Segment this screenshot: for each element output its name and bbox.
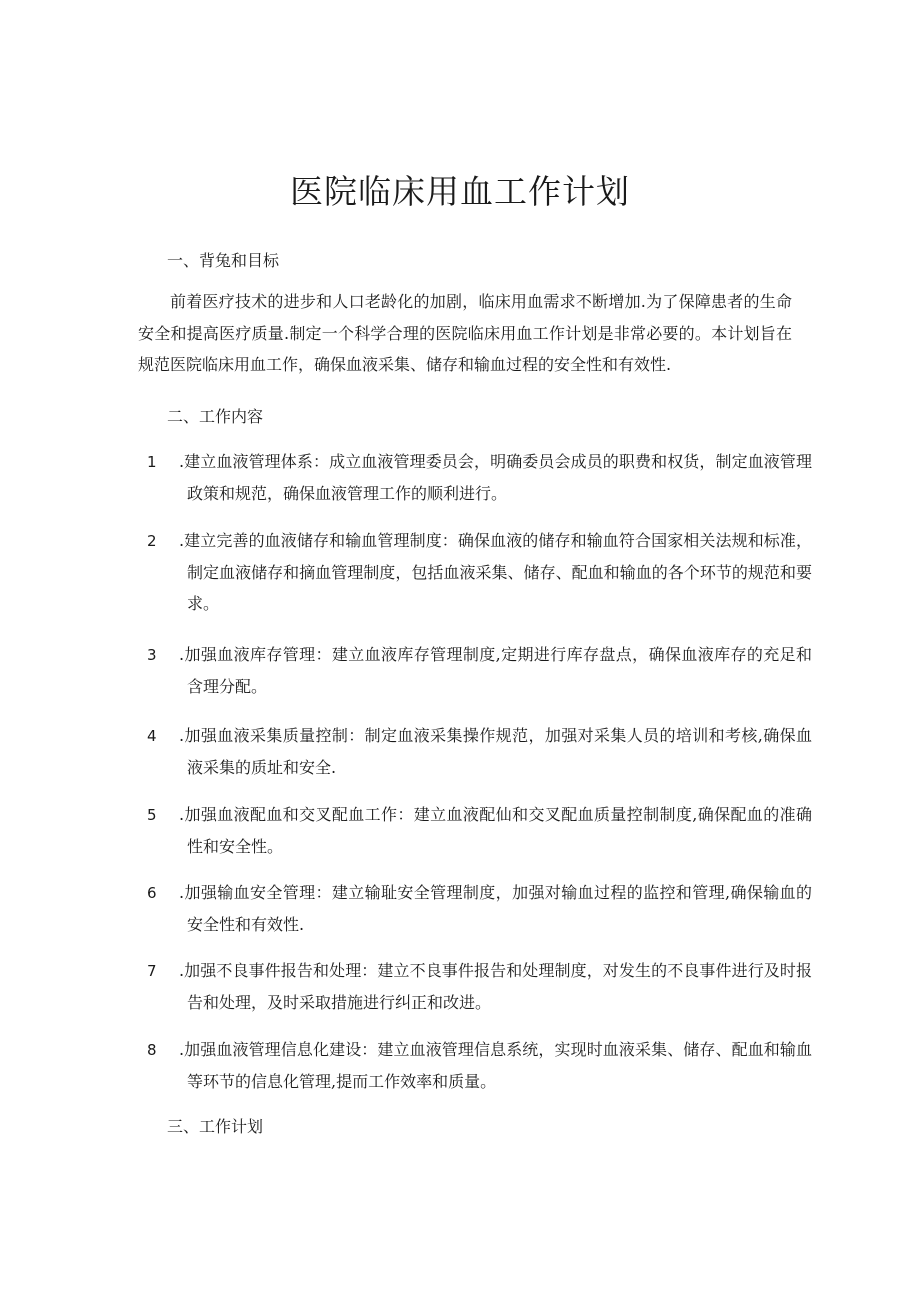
page-title: 医院临床用血工作计划 bbox=[290, 172, 630, 211]
list-item-text: .建立完善的血液储存和输血管理制度：确保血液的储存和输血符合国家相关法规和标准，制定血液储存和摘血管理制度，包括血液采集、储存、配血和输血的各个环节的规范和要求。 bbox=[179, 531, 812, 613]
list-item bbox=[147, 639, 812, 702]
list-item-text: .加强血液库存管理：建立血液库存管理制度,定期进行库存盘点，确保血液库存的充足和含理分配。 bbox=[179, 645, 812, 696]
list-item bbox=[147, 1034, 812, 1097]
list-item bbox=[147, 446, 812, 509]
list-item-number: 7 bbox=[147, 962, 157, 980]
list-item-text: .加强不良事件报告和处理：建立不良事件报告和处理制度，对发生的不良事件进行及时报告和处理，及时采取措施进行纠正和改进。 bbox=[179, 961, 812, 1012]
list-item-number: 8 bbox=[147, 1041, 157, 1059]
list-item-number: 6 bbox=[147, 884, 157, 902]
list-item-text: .加强血液采集质量控制：制定血液采集操作规范，加强对采集人员的培训和考核,确保血液采集的质址和安全. bbox=[179, 726, 812, 777]
section-heading-work-plan: 三、工作计划 bbox=[167, 1117, 264, 1136]
list-item-number: 5 bbox=[147, 806, 157, 824]
list-item bbox=[147, 877, 812, 940]
list-item-number: 3 bbox=[147, 646, 157, 664]
list-item bbox=[147, 720, 812, 783]
list-item bbox=[147, 799, 812, 862]
section-heading-background: 一、背兔和目标 bbox=[167, 251, 280, 270]
list-item-text: .加强血液配血和交叉配血工作：建立血液配仙和交叉配血质量控制制度,确保配血的准确性和安全性。 bbox=[179, 805, 812, 856]
section-heading-work-content: 二、工作内容 bbox=[167, 407, 264, 426]
list-item-text: .建立血液管理体系：成立血液管理委员会，明确委员会成员的职费和权货，制定血液管理政策和规范，确保血液管理工作的顺利进行。 bbox=[179, 452, 812, 503]
list-item bbox=[147, 955, 812, 1018]
list-item-number: 2 bbox=[147, 532, 157, 550]
list-item bbox=[147, 525, 812, 619]
list-item-text: .加强输血安全管理：建立输耻安全管理制度，加强对输血过程的监控和管理,确保输血的安全性和有效性. bbox=[179, 883, 812, 934]
list-item-text: .加强血液管理信息化建设：建立血液管理信息系统，实现时血液采集、储存、配血和输血等环节的信息化管理,提而工作效率和质量。 bbox=[179, 1040, 812, 1091]
list-item-number: 4 bbox=[147, 727, 157, 745]
background-paragraph: 前着医疗技术的进步和人口老龄化的加剧，临床用血需求不断增加.为了保障患者的生命安全和提高医疗质量.制定一个科学合理的医院临床用血工作计划是非常必要的。本计划旨在规范医院临床用血工作，确保血液采集、储存和输血过程的安全性和有效性. bbox=[138, 292, 792, 374]
list-item-number: 1 bbox=[147, 453, 157, 471]
